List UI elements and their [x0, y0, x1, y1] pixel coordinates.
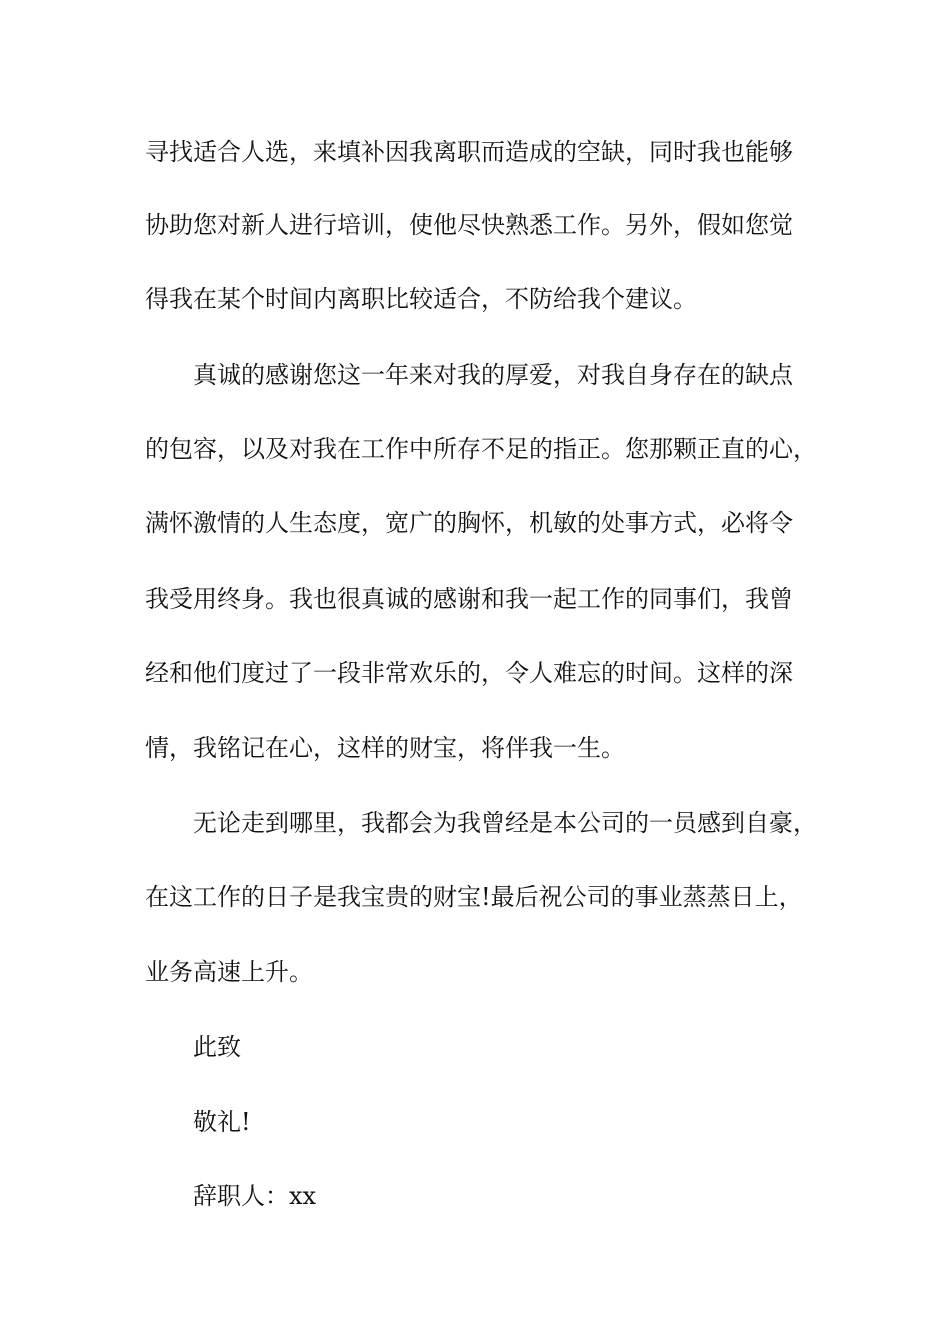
paragraph-2-line-2: 的包容，以及对我在工作中所存不足的指正。您那颗正直的心，: [145, 435, 817, 463]
signature-line: 辞职人：xx: [193, 1182, 317, 1210]
paragraph-3-line-3: 业务高速上升。: [145, 958, 313, 986]
paragraph-1-line-3: 得我在某个时间内离职比较适合，不防给我个建议。: [145, 285, 697, 313]
paragraph-2-line-5: 经和他们度过了一段非常欢乐的，令人难忘的时间。这样的深: [145, 659, 793, 687]
paragraph-2-line-6: 情，我铭记在心，这样的财宝，将伴我一生。: [145, 734, 625, 762]
closing-regards: 敬礼!: [193, 1108, 251, 1136]
closing-salutation: 此致: [193, 1033, 241, 1061]
paragraph-2-line-3: 满怀激情的人生态度，宽广的胸怀，机敏的处事方式，必将令: [145, 509, 793, 537]
paragraph-3-line-2: 在这工作的日子是我宝贵的财宝!最后祝公司的事业蒸蒸日上，: [145, 883, 803, 911]
paragraph-2-line-1: 真诚的感谢您这一年来对我的厚爱，对我自身存在的缺点: [193, 361, 793, 389]
paragraph-1-line-2: 协助您对新人进行培训，使他尽快熟悉工作。另外，假如您觉: [145, 211, 793, 239]
paragraph-2-line-4: 我受用终身。我也很真诚的感谢和我一起工作的同事们，我曾: [145, 585, 793, 613]
paragraph-1-line-1: 寻找适合人选，来填补因我离职而造成的空缺，同时我也能够: [145, 138, 793, 166]
paragraph-3-line-1: 无论走到哪里，我都会为我曾经是本公司的一员感到自豪，: [193, 809, 817, 837]
